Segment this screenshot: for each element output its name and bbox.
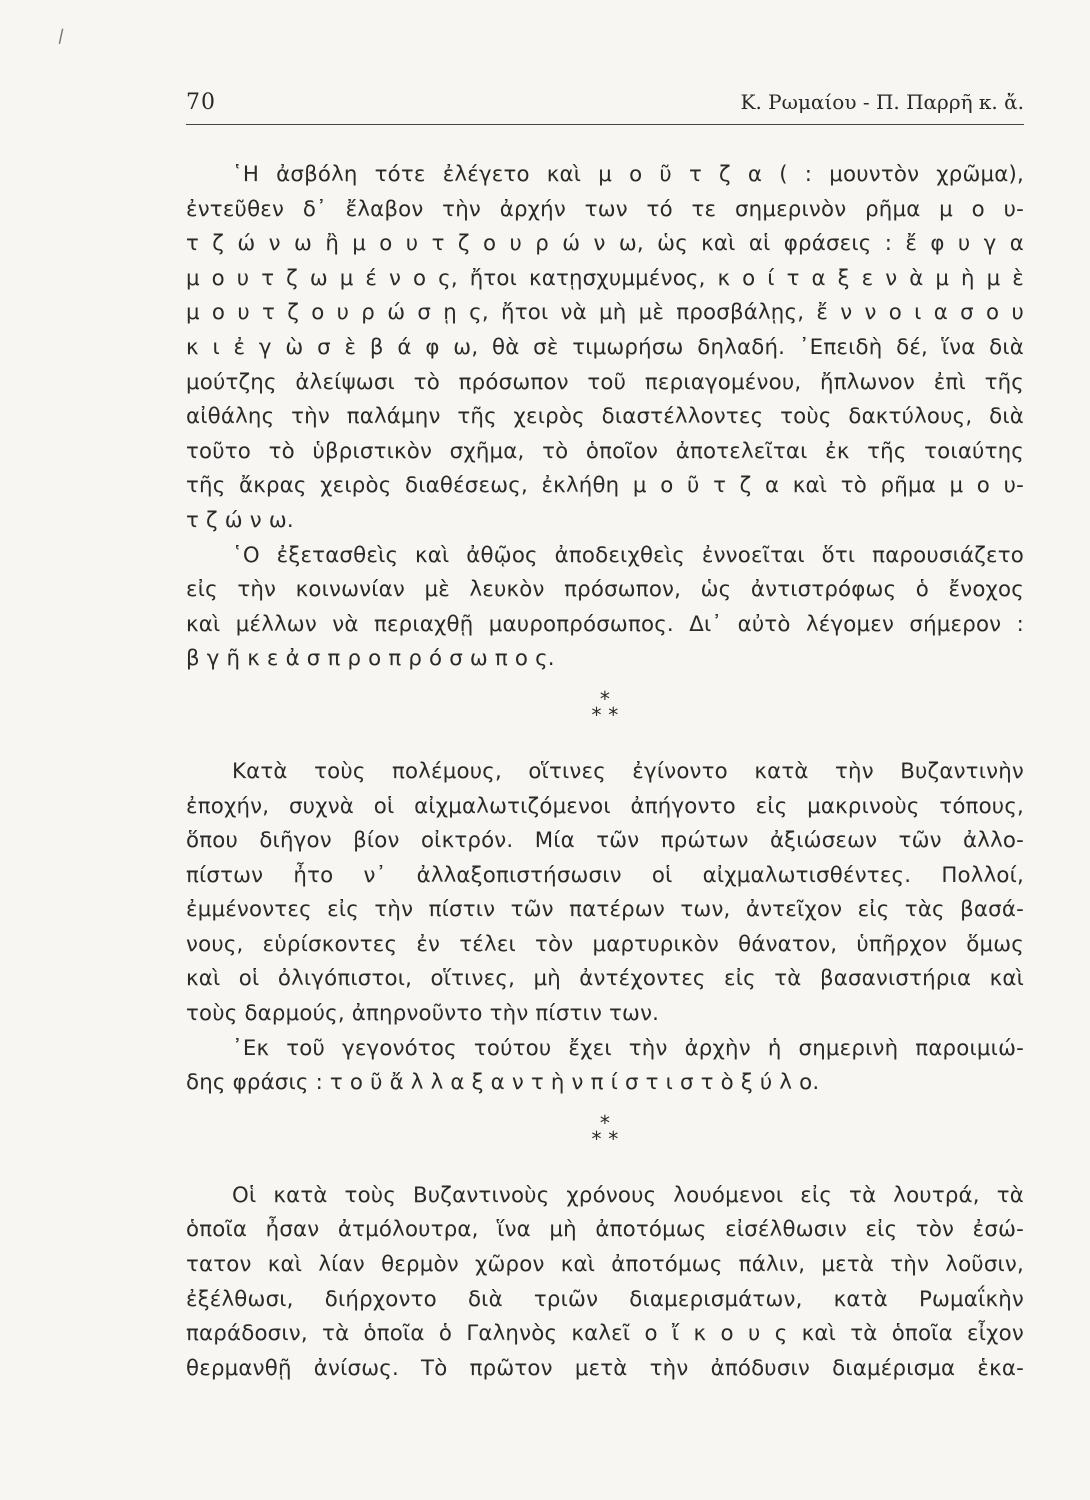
section-separator — [186, 677, 1024, 735]
text-line: β γ ῆ κ ε ἀ σ π ρ ο π ρ ό σ ω π ο ς. — [186, 646, 555, 672]
text-line: ἐποχήν, συχνὰ οἱ αἰχμαλωτιζόμενοι ἀπήγοντο εἰς μακρινοὺς τόπους, — [186, 793, 1024, 819]
section-separator — [186, 1101, 1024, 1159]
text-line: ὅπου διῆγον βίον οἰκτρόν. Μία τῶν πρώτων ἀξιώσεων τῶν ἀλλο- — [186, 828, 1024, 854]
text-line: μ ο υ τ ζ ω μ έ ν ο ς, ἤτοι κατῃσχυμμένος, κ ο ί τ α ξ ε ν ὰ μ ὴ μ ὲ — [186, 265, 1024, 291]
text-line: ῾Η ἀσβόλη τότε ἐλέγετο καὶ μ ο ῦ τ ζ α ( : μουντὸν χρῶμα), — [232, 162, 1024, 187]
text-line: τοὺς δαρμούς, ἀπηρνοῦντο τὴν πίστιν των. — [186, 1001, 660, 1027]
text-line: καὶ μέλλων νὰ περιαχθῇ μαυροπρόσωπος. Δι᾽ αὐτὸ λέγομεν σήμερον : — [186, 611, 1024, 637]
text-line: μ ο υ τ ζ ο υ ρ ώ σ ῃ ς, ἤτοι νὰ μὴ μὲ προσβάλῃς, ἔ ν ν ο ι α σ ο υ — [186, 300, 1024, 326]
text-line: ὁποῖα ἦσαν ἀτμόλουτρα, ἵνα μὴ ἀποτόμως εἰσέλθωσιν εἰς τὸν ἐσώ- — [186, 1217, 1024, 1243]
text-line: αἰθάλης τὴν παλάμην τῆς χειρὸς διαστέλλοντες τοὺς δακτύλους, διὰ — [186, 404, 1024, 430]
running-title: Κ. Ρωμαίου - Π. Παρρῆ κ. ἄ. — [740, 90, 1024, 114]
text-line: δης φράσις : τ ο ῦ ἄ λ λ α ξ α ν τ ὴ ν π ί σ τ ι σ τ ὸ ξ ύ λ ο. — [186, 1070, 820, 1096]
text-line: τ ζ ώ ν ω ἢ μ ο υ τ ζ ο υ ρ ώ ν ω, ὡς καὶ αἱ φράσεις : ἔ φ υ γ α — [186, 231, 1024, 257]
text-line: τατον καὶ λίαν θερμὸν χῶρον καὶ ἀποτόμως πάλιν, μετὰ τὴν λοῦσιν, — [186, 1252, 1024, 1278]
margin-mark: / — [57, 25, 65, 48]
text-line: νους, εὑρίσκοντες ἐν τέλει τὸν μαρτυρικὸν θάνατον, ὑπῆρχον ὅμως — [186, 931, 1024, 957]
text-line: παράδοσιν, τὰ ὁποῖα ὁ Γαληνὸς καλεῖ ο ἴ κ ο υ ς καὶ τὰ ὁποῖα εἶχον — [186, 1321, 1024, 1347]
text-line: τοῦτο τὸ ὑβριστικὸν σχῆμα, τὸ ὁποῖον ἀποτελεῖται ἐκ τῆς τοιαύτης — [186, 438, 1024, 464]
text-line: καὶ οἱ ὀλιγόπιστοι, οἵτινες, μὴ ἀντέχοντες εἰς τὰ βασανιστήρια καὶ — [186, 966, 1024, 992]
text-line: θερμανθῇ ἀνίσως. Τὸ πρῶτον μετὰ τὴν ἀπόδυσιν διαμέρισμα ἑκα- — [186, 1355, 1024, 1381]
page-number: 70 — [186, 90, 216, 115]
page-header — [186, 90, 1024, 125]
asterism: * * * — [591, 686, 619, 727]
text-line: κ ι ἐ γ ὼ σ ὲ β ά φ ω, θὰ σὲ τιμωρήσω δηλαδή. ᾽Επειδὴ δέ, ἵνα διὰ — [186, 334, 1024, 360]
text-line: Κατὰ τοὺς πολέμους, οἵτινες ἐγίνοντο κατὰ τὴν Βυζαντινὴν — [232, 758, 1024, 784]
text-line: ἐξέλθωσι, διήρχοντο διὰ τριῶν διαμερισμάτων, κατὰ Ρωμαΐκὴν — [186, 1286, 1024, 1312]
body-text — [186, 158, 1024, 1386]
text-line: ἐντεῦθεν δ᾽ ἔλαβον τὴν ἀρχήν των τό τε σημερινὸν ρῆμα μ ο υ- — [186, 196, 1024, 222]
text-line: ἐμμένοντες εἰς τὴν πίστιν τῶν πατέρων των, ἀντεῖχον εἰς τὰς βασά- — [186, 897, 1024, 923]
text-line: πίστων ἦτο ν᾽ ἀλλαξοπιστήσωσιν οἱ αἰχμαλωτισθέντες. Πολλοί, — [186, 862, 1024, 888]
text-line: τ ζ ώ ν ω. — [186, 507, 294, 533]
text-line: ῾Ο ἐξετασθεὶς καὶ ἀθῷος ἀποδειχθεὶς ἐννοεῖται ὅτι παρουσιάζετο — [232, 542, 1024, 568]
text-line: μούτζης ἀλείψωσι τὸ πρόσωπον τοῦ περιαγομένου, ἤπλωνον ἐπὶ τῆς — [186, 369, 1024, 395]
asterism: * * * — [591, 1110, 619, 1151]
text-line: εἰς τὴν κοινωνίαν μὲ λευκὸν πρόσωπον, ὡς ἀντιστρόφως ὁ ἔνοχος — [186, 577, 1024, 603]
text-line: ᾽Εκ τοῦ γεγονότος τούτου ἔχει τὴν ἀρχὴν ἡ σημερινὴ παροιμιώ- — [232, 1035, 1024, 1061]
text-line: Οἱ κατὰ τοὺς Βυζαντινοὺς χρόνους λουόμενοι εἰς τὰ λουτρά, τὰ — [232, 1182, 1024, 1208]
text-line: τῆς ἄκρας χειρὸς διαθέσεως, ἐκλήθη μ ο ῦ τ ζ α καὶ τὸ ρῆμα μ ο υ- — [186, 473, 1024, 499]
